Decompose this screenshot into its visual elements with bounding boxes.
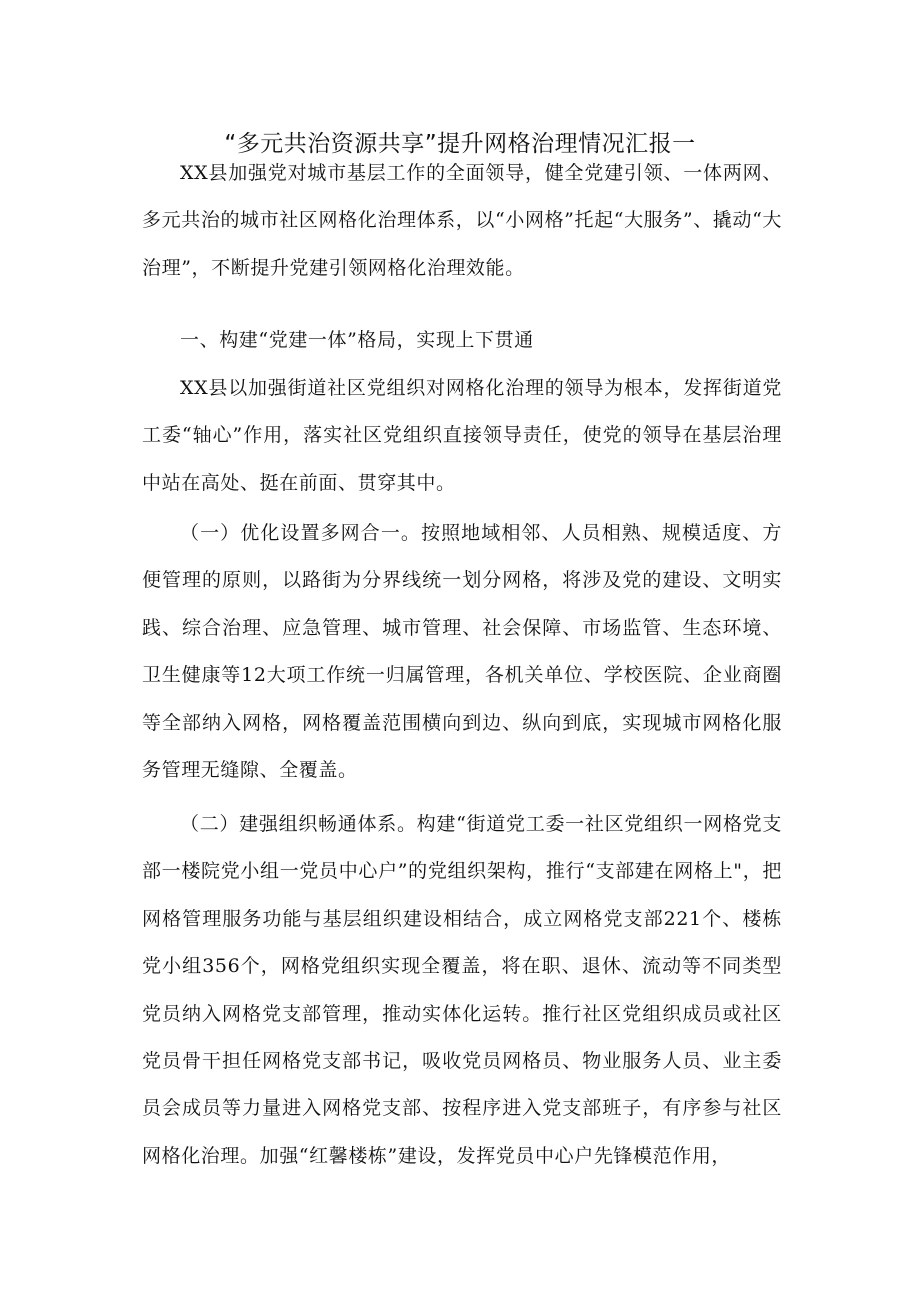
section-heading-one: 一、构建“党建一体”格局，实现上下贯通 (180, 329, 534, 351)
intro-paragraph: XX县加强党对城市基层工作的全面领导，健全党建引领、一体两网、多元共治的城市社区网格化治理体系，以“小网格”托起“大服务”、撬动“大治理”，不断提升党建引领网格化治理效能。 (142, 162, 782, 279)
subsection-one-paragraph: （一）优化设置多网合一。按照地域相邻、人员相熟、规模适度、方便管理的原则，以路街为分界线统一划分网格，将涉及党的建设、文明实践、综合治理、应急管理、城市管理、社会保障、市场监管、生态环境、卫生健康等12大项工作统一归属管理，各机关单位、学校医院、企业商圈等全部纳入网格，网格覆盖范围横向到边、纵向到底，实现城市网格化服务管理无缝隙、全覆盖。 (142, 522, 782, 782)
document-title: “多元共治资源共享”提升网格治理情况汇报一 (224, 131, 696, 157)
subsection-two-paragraph: （二）建强组织畅通体系。构建“街道党工委一社区党组织一网格党支部一楼院党小组一党员中心户”的党组织架构，推行“支部建在网格上"，把网格管理服务功能与基层组织建设相结合，成立网格党支部221个、楼栋党小组356个，网格党组织实现全覆盖，将在职、退休、流动等不同类型党员纳入网格党支部管理，推动实体化运转。推行社区党组织成员或社区党员骨干担任网格党支部书记，吸收党员网格员、物业服务人员、业主委员会成员等力量进入网格党支部、按程序进入党支部班子，有序参与社区网格化治理。加强“红馨楼栋”建设，发挥党员中心户先锋模范作用， (142, 813, 782, 1167)
section-one-paragraph: XX县以加强街道社区党组织对网格化治理的领导为根本，发挥街道党工委“轴心”作用，落实社区党组织直接领导责任，使党的领导在基层治理中站在高处、挺在前面、贯穿其中。 (142, 377, 782, 494)
